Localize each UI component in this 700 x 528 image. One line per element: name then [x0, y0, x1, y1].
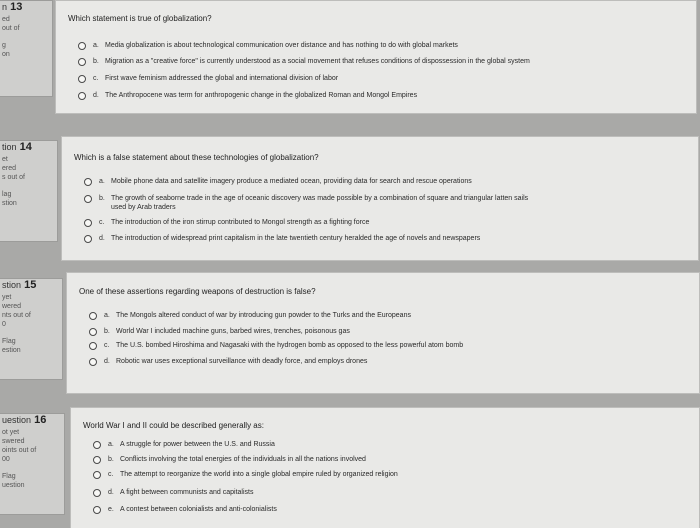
option-c[interactable]: c. The introduction of the iron stirrup contributed to Mongol strength as a fighting force — [84, 218, 369, 227]
option-b[interactable]: b. World War I included machine guns, barbed wires, trenches, poisonous gas — [89, 327, 350, 336]
question-marks: oints out of 00 — [2, 447, 37, 463]
question-number: tion 14 — [2, 141, 32, 153]
question-marks: out of — [2, 25, 20, 32]
radio-button[interactable] — [78, 58, 86, 66]
option-c[interactable]: c. The attempt to reorganize the world into a single global empire ruled by organized religion — [93, 470, 398, 479]
option-d[interactable]: d. The introduction of widespread print capitalism in the late twentieth century heralded the age of novels and newspapers — [84, 234, 480, 243]
flag-question-link[interactable]: Flag — [2, 338, 16, 345]
option-b[interactable]: b. The growth of seaborne trade in the age of oceanic discovery was made possible by a combination of square and triangular latten sails used by Arab traders — [84, 194, 528, 212]
option-d[interactable]: d. The Anthropocene was term for anthropogenic change in the globalized Roman and Mongol Empires — [78, 91, 417, 100]
option-label: A contest between colonialists and anti-colonialists — [120, 506, 277, 513]
option-e[interactable]: e. A contest between colonialists and anti-colonialists — [93, 505, 277, 514]
question-14-info — [0, 140, 58, 242]
option-a[interactable]: a. A struggle for power between the U.S. and Russia — [93, 440, 275, 449]
radio-button[interactable] — [84, 235, 92, 243]
question-status: ed — [2, 16, 10, 23]
radio-button[interactable] — [93, 456, 101, 464]
question-status: ot yet swered — [2, 429, 25, 445]
question-15-card — [66, 272, 700, 394]
flag-question-link[interactable]: g — [2, 42, 6, 49]
option-label: The U.S. bombed Hiroshima and Nagasaki with the hydrogen bomb as opposed to the less powerful atom bomb — [116, 342, 464, 349]
option-label: The Anthropocene was term for anthropogenic change in the globalized Roman and Mongol Empires — [105, 92, 418, 99]
radio-button[interactable] — [93, 489, 101, 497]
question-marks: nts out of 0 — [2, 312, 31, 328]
radio-button[interactable] — [93, 471, 101, 479]
question-15-info — [0, 278, 63, 380]
option-label: Conflicts involving the total energies of the individuals in all the nations involved — [120, 456, 366, 463]
radio-button[interactable] — [84, 195, 92, 203]
radio-button[interactable] — [78, 75, 86, 83]
option-a[interactable]: a. The Mongols altered conduct of war by introducing gun powder to the Turks and the Europeans — [89, 311, 411, 320]
question-text: World War I and II could be described generally as: — [83, 421, 264, 430]
option-label: The introduction of the iron stirrup contributed to Mongol strength as a fighting force — [111, 219, 370, 226]
radio-button[interactable] — [84, 219, 92, 227]
radio-button[interactable] — [89, 358, 97, 366]
radio-button[interactable] — [89, 328, 97, 336]
option-label: A struggle for power between the U.S. and Russia — [120, 441, 275, 448]
radio-button[interactable] — [89, 312, 97, 320]
question-13-info — [0, 0, 53, 97]
flag-question-label: on — [2, 51, 10, 58]
option-label: First wave feminism addressed the global and international division of labor — [105, 75, 339, 82]
flag-question-link[interactable]: lag — [2, 191, 12, 198]
option-label: Robotic war uses exceptional surveillance with deadly force, and employs drones — [116, 358, 368, 365]
question-16-card — [70, 407, 700, 528]
radio-button[interactable] — [78, 42, 86, 50]
question-number: stion 15 — [2, 279, 37, 291]
question-number: n 13 — [2, 1, 23, 13]
question-text: Which statement is true of globalization? — [68, 14, 212, 23]
option-label: The introduction of widespread print capitalism in the late twentieth century heralded the age of novels and newspapers — [111, 235, 481, 242]
question-13-card — [55, 0, 697, 114]
question-marks: s out of — [2, 174, 25, 181]
radio-button[interactable] — [89, 342, 97, 350]
option-b[interactable]: b. Migration as a "creative force" is currently understood as a social movement that refuses conditions of dispossession in the global system — [78, 57, 530, 66]
option-c[interactable]: c. The U.S. bombed Hiroshima and Nagasaki with the hydrogen bomb as opposed to the less powerful atom bomb — [89, 341, 463, 350]
option-a[interactable]: a. Mobile phone data and satellite imagery produce a mediated ocean, providing data for search and rescue operations — [84, 177, 472, 186]
flag-question-label: stion — [2, 200, 17, 207]
question-number: uestion 16 — [2, 414, 47, 426]
option-label: Migration as a "creative force" is currently understood as a social movement that refuses conditions of dispossession in the global system — [105, 58, 530, 65]
option-label: The attempt to reorganize the world into a single global empire ruled by organized religion — [120, 471, 398, 478]
radio-button[interactable] — [93, 506, 101, 514]
option-b[interactable]: b. Conflicts involving the total energies of the individuals in all the nations involved — [93, 455, 366, 464]
radio-button[interactable] — [84, 178, 92, 186]
radio-button[interactable] — [78, 92, 86, 100]
question-text: Which is a false statement about these technologies of globalization? — [74, 153, 319, 162]
option-d[interactable]: d. Robotic war uses exceptional surveillance with deadly force, and employs drones — [89, 357, 367, 366]
option-label: World War I included machine guns, barbed wires, trenches, poisonous gas — [116, 328, 350, 335]
radio-button[interactable] — [93, 441, 101, 449]
question-status: et ered — [2, 156, 17, 172]
question-text: One of these assertions regarding weapons of destruction is false? — [79, 287, 316, 296]
flag-question-label: estion — [2, 347, 21, 354]
option-d[interactable]: d. A fight between communists and capitalists — [93, 488, 253, 497]
flag-question-label: uestion — [2, 482, 25, 489]
question-14-card — [61, 136, 699, 261]
question-16-info — [0, 413, 65, 515]
option-label: The Mongols altered conduct of war by introducing gun powder to the Turks and the Europeans — [116, 312, 411, 319]
option-label: Media globalization is about technological communication over distance and has nothing to do with global markets — [105, 42, 458, 49]
option-c[interactable]: c. First wave feminism addressed the global and international division of labor — [78, 74, 338, 83]
flag-question-link[interactable]: Flag — [2, 473, 16, 480]
option-label: Mobile phone data and satellite imagery produce a mediated ocean, providing data for search and rescue operations — [111, 178, 472, 185]
option-label: A fight between communists and capitalists — [120, 489, 254, 496]
question-status: yet wered — [2, 294, 22, 310]
option-a[interactable]: a. Media globalization is about technological communication over distance and has nothing to do with global markets — [78, 41, 458, 50]
option-label: The growth of seaborne trade in the age of oceanic discovery was made possible by a combination of square and triangular latten sails used by Arab traders — [111, 195, 529, 211]
